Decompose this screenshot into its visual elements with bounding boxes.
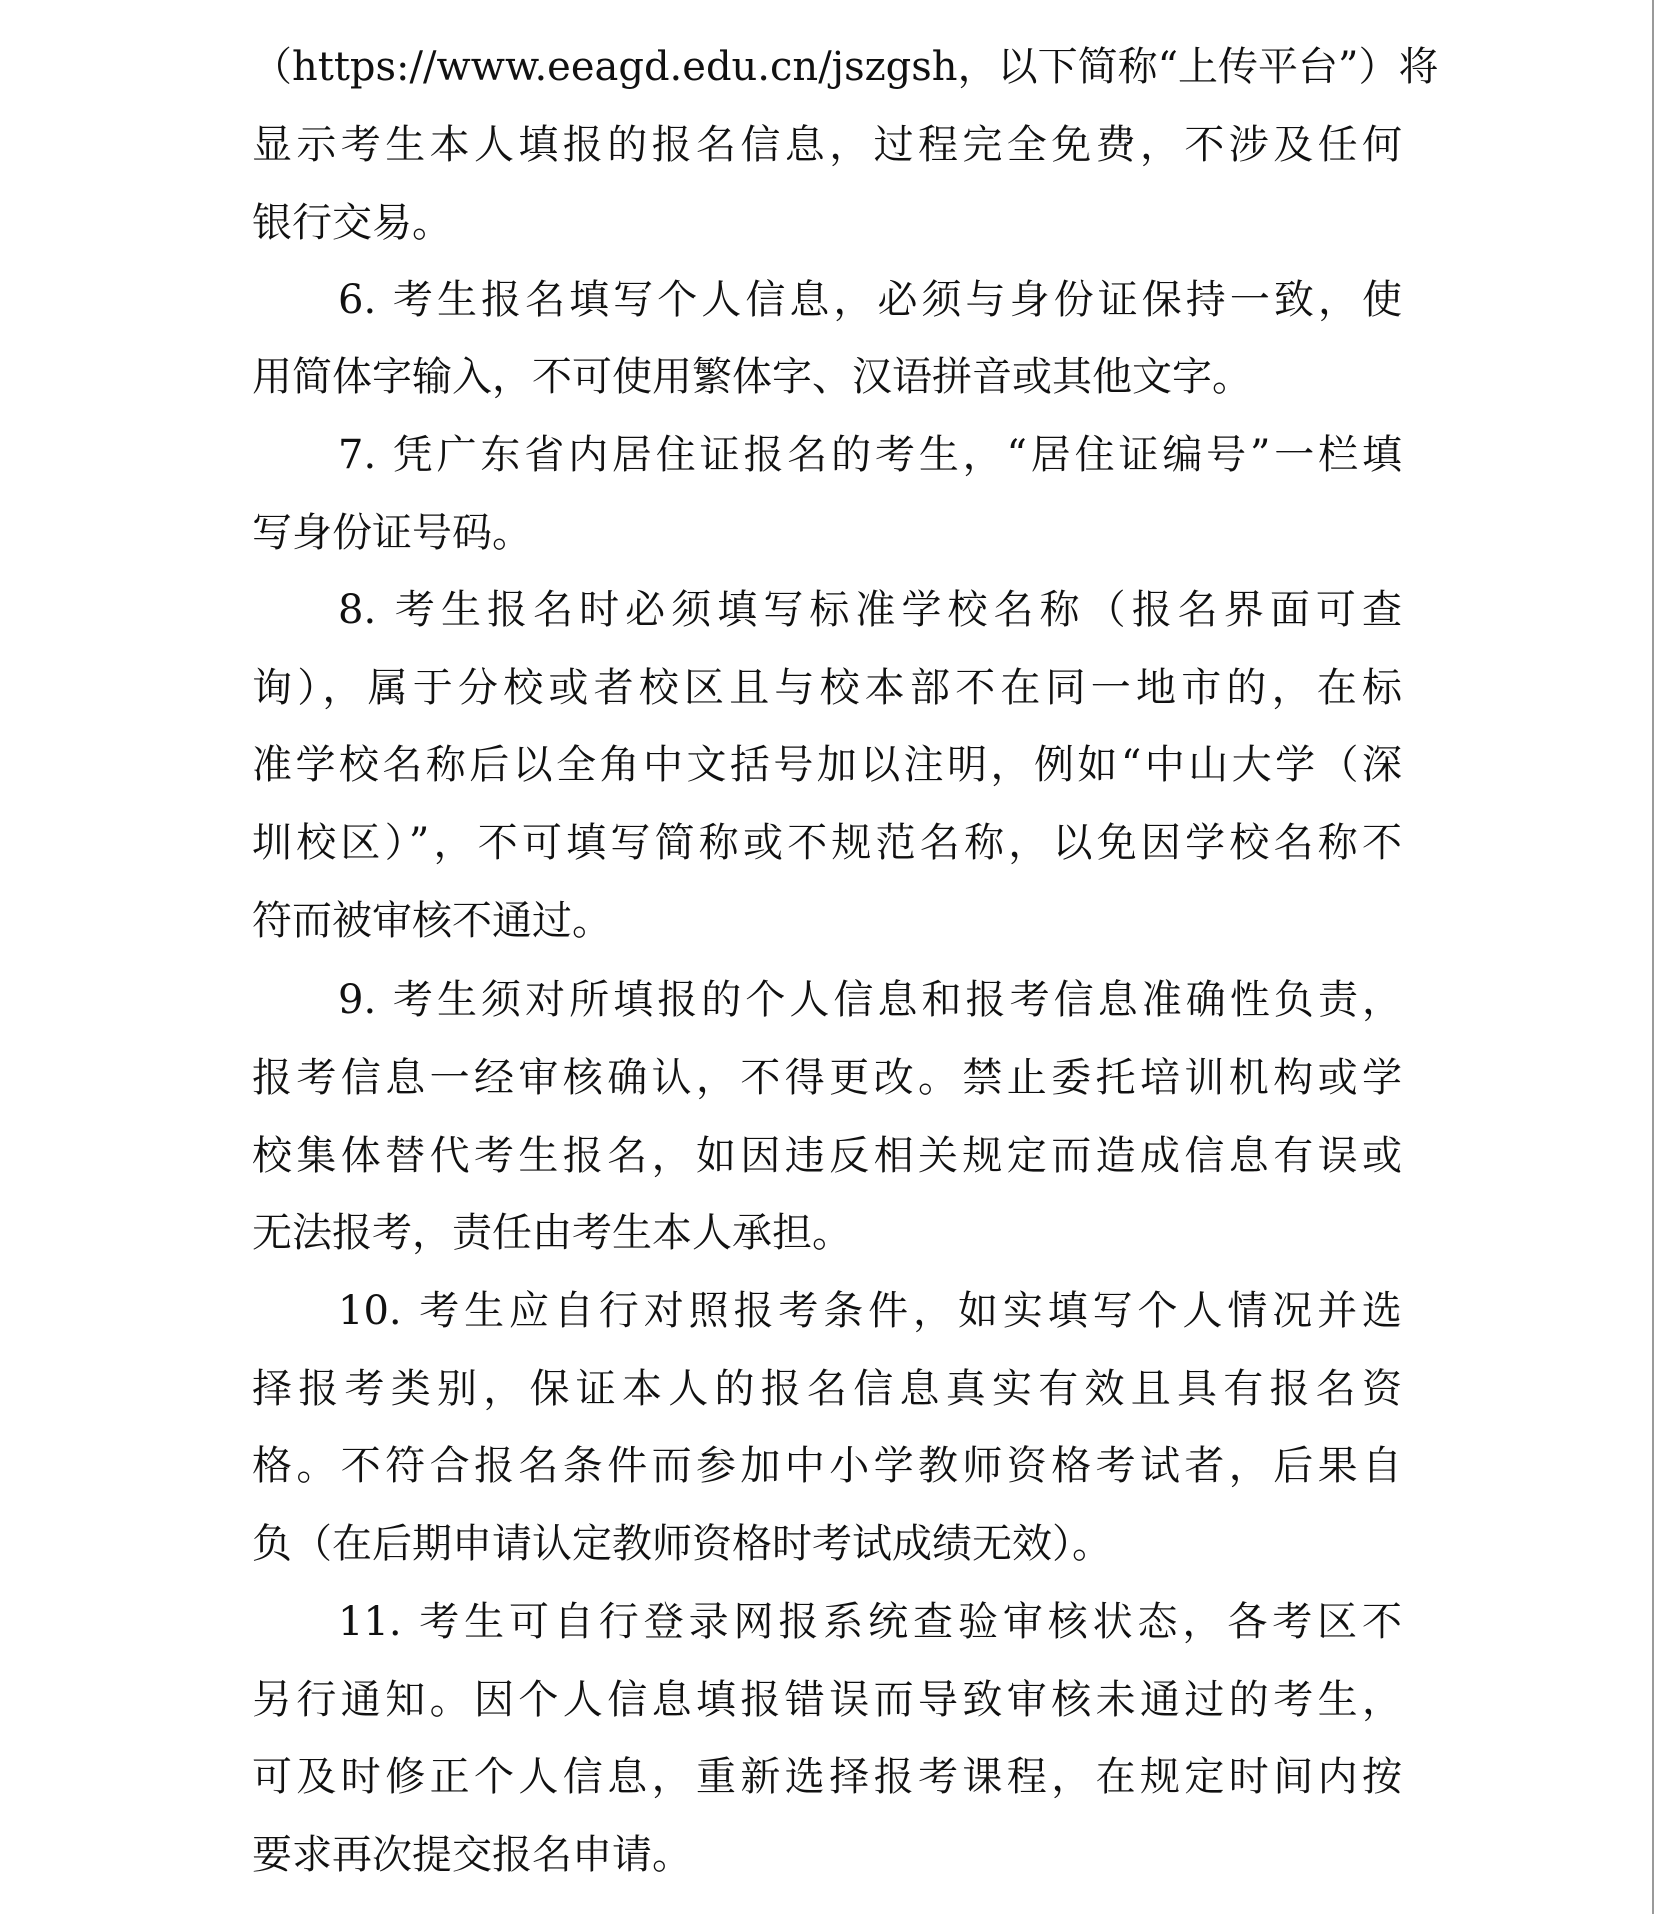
paragraph-8-line-2: 询），属于分校或者校区且与校本部不在同一地市的，在标 xyxy=(252,665,1402,711)
paragraph-5-line-4: 银行交易。 xyxy=(252,200,452,246)
paragraph-7-line-2: 写身份证号码。 xyxy=(252,510,532,556)
paragraph-8-line-3: 准学校名称后以全角中文括号加以注明，例如“中山大学（深 xyxy=(252,742,1402,788)
paragraph-6-line-1: 6. 考生报名填写个人信息，必须与身份证保持一致，使 xyxy=(338,277,1402,323)
paragraph-11-line-3: 可及时修正个人信息，重新选择报考课程，在规定时间内按 xyxy=(252,1754,1402,1800)
paragraph-5-line-3: 显示考生本人填报的报名信息，过程完全免费，不涉及任何 xyxy=(252,122,1402,168)
paragraph-10-line-1: 10. 考生应自行对照报考条件，如实填写个人情况并选 xyxy=(338,1288,1402,1334)
paragraph-9-line-1: 9. 考生须对所填报的个人信息和报考信息准确性负责， xyxy=(338,977,1402,1023)
paragraph-10-line-3: 格。不符合报名条件而参加中小学教师资格考试者，后果自 xyxy=(252,1443,1402,1489)
paragraph-10-line-4: 负（在后期申请认定教师资格时考试成绩无效）。 xyxy=(252,1521,1112,1567)
paragraph-10-line-2: 择报考类别，保证本人的报名信息真实有效且具有报名资 xyxy=(252,1366,1402,1412)
paragraph-9-line-4: 无法报考，责任由考生本人承担。 xyxy=(252,1210,852,1256)
paragraph-9-line-3: 校集体替代考生报名，如因违反相关规定而造成信息有误或 xyxy=(252,1133,1402,1179)
paragraph-7-line-1: 7. 凭广东省内居住证报名的考生，“居住证编号”一栏填 xyxy=(338,432,1402,478)
paragraph-11-line-4: 要求再次提交报名申请。 xyxy=(252,1832,692,1878)
paragraph-11-line-1: 11. 考生可自行登录网报系统查验审核状态，各考区不 xyxy=(338,1599,1402,1645)
paragraph-6-line-2: 用简体字输入，不可使用繁体字、汉语拼音或其他文字。 xyxy=(252,354,1252,400)
paragraph-8-line-4: 圳校区）”，不可填写简称或不规范名称，以免因学校名称不 xyxy=(252,820,1402,866)
paragraph-11-line-2: 另行通知。因个人信息填报错误而导致审核未通过的考生， xyxy=(252,1677,1402,1723)
paragraph-8-line-5: 符而被审核不通过。 xyxy=(252,898,612,944)
paragraph-8-line-1: 8. 考生报名时必须填写标准学校名称（报名界面可查 xyxy=(338,587,1402,633)
paragraph-5-line-2: （https://www.eeagd.edu.cn/jszgsh，以下简称“上传平台”）将 xyxy=(252,44,1439,90)
paragraph-9-line-2: 报考信息一经审核确认，不得更改。禁止委托培训机构或学 xyxy=(252,1055,1402,1101)
